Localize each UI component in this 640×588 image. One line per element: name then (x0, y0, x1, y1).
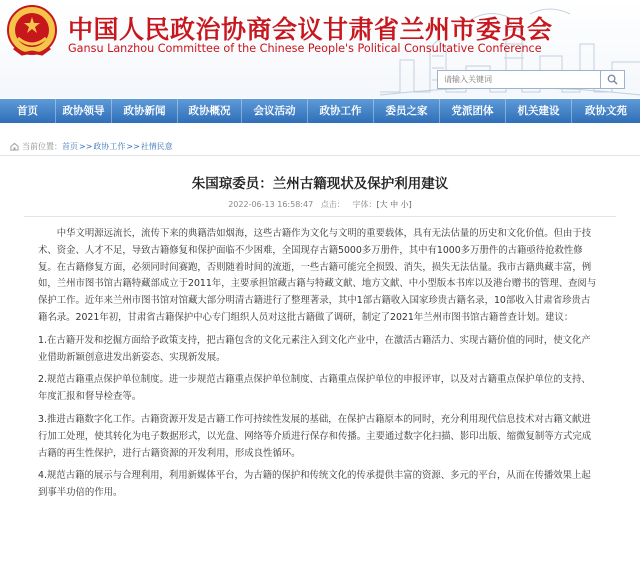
site-header (0, 0, 640, 98)
nav-item-leaders[interactable]: 政协领导 (56, 99, 112, 123)
search-icon (607, 74, 618, 85)
site-title[interactable]: 中国人民政治协商会议甘肃省兰州市委员会 (68, 15, 553, 44)
article-meta (0, 199, 640, 210)
article-clicks-label: 点击： (320, 200, 345, 209)
breadcrumb-separator: >> (79, 142, 93, 151)
search-button[interactable] (601, 70, 625, 89)
nav-item-home[interactable]: 首页 (0, 99, 56, 123)
nav-item-news[interactable]: 政协新闻 (112, 99, 178, 123)
search-input[interactable] (437, 70, 601, 89)
breadcrumb-separator: >> (126, 142, 140, 151)
nav-item-work[interactable]: 政协工作 (308, 99, 374, 123)
nav-item-parties[interactable]: 党派团体 (440, 99, 506, 123)
breadcrumb-label: 当前位置： (22, 142, 62, 151)
nav-item-literature[interactable]: 政协文苑 (585, 105, 627, 117)
article-paragraph: 中华文明源远流长，流传下来的典籍浩如烟海，这些古籍作为文化与文明的重要载体，具有无法估量的历史和文化价值。但由于技术、资金、人才不足，导致古籍修复和保护面临不少困难，全国现存古籍5000多万册件，其中有1000多万册件的古籍亟待抢救性修复。在古籍修复方面，必须同时间赛跑，否则随着时间的流逝，一些古籍可能完全损毁、消失，损失无法估量。我市古籍典藏丰富，例如，兰州市图书馆古籍特藏部成立于2011年，主要承担馆藏古籍与特藏文献、地方文献、中小型版本书库以及港台赠书的管理、查阅与保护工作。近年来兰州市图书馆对馆藏大部分明清古籍进行了整理著录，其中1部古籍收入国家珍贵古籍名录，10部收入甘肃省珍贵古籍名录。2021年初，甘肃省古籍保护中心专门组织人员对这批古籍做了调研，制定了2021年兰州市图书馆古籍普查计划。建议： (38, 228, 597, 323)
nav-item-meetings[interactable]: 会议活动 (242, 99, 308, 123)
article-paragraph: 3.推进古籍数字化工作。古籍资源开发是古籍工作可持续性发展的基础，在保护古籍原本的同时，充分利用现代信息技术对古籍文献进行加工处理，使其转化为电子数据形式，以光盘、网络等介质进行保存和传播。主要通过数字化扫描、影印出版、缩微复制等方式完成古籍的再生性保护，进行古籍资源的开发利用，形成良性循环。 (38, 413, 592, 459)
breadcrumb-public-opinion[interactable]: 社情民意 (140, 142, 173, 151)
article-body (38, 226, 598, 508)
main-nav (0, 99, 640, 123)
nav-item-overview[interactable]: 政协概况 (178, 99, 242, 123)
nav-item-members[interactable]: 委员之家 (374, 99, 440, 123)
cppcc-emblem-icon (4, 4, 60, 58)
font-size-switcher[interactable]: [大 中 小] (376, 200, 412, 209)
breadcrumb-home[interactable]: 首页 (62, 142, 78, 151)
breadcrumb (10, 141, 173, 152)
article-datetime: 2022-06-13 16:58:47 (228, 200, 314, 209)
font-size-label: 字体： (352, 200, 377, 209)
nav-item-organ[interactable]: 机关建设 (506, 99, 572, 123)
search-box (437, 70, 625, 89)
article-title: 朱国琼委员：兰州古籍现状及保护利用建议 (191, 176, 449, 192)
meta-divider (24, 216, 616, 217)
location-icon (10, 142, 19, 151)
article-paragraph: 2.规范古籍重点保护单位制度。进一步规范古籍重点保护单位制度、古籍重点保护单位的申报评审，以及对古籍重点保护单位的支持、年度汇报和督导检查等。 (38, 374, 591, 403)
breadcrumb-work[interactable]: 政协工作 (93, 142, 126, 151)
article-paragraph: 4.规范古籍的展示与合理利用，利用新媒体平台，为古籍的保护和传统文化的传承提供丰富的资源、多元的平台，从而在传播效果上起到事半功倍的作用。 (38, 470, 591, 499)
site-subtitle-en: Gansu Lanzhou Committee of the Chinese People's Political Consultative Conference (68, 42, 542, 55)
breadcrumb-divider (0, 155, 640, 156)
article-paragraph: 1.在古籍开发和挖掘方面给予政策支持，把古籍包含的文化元素注入到文化产业中，在激活古籍活力、实现古籍价值的同时，使文化产业借助新颖创意进发出新姿态、实现新发展。 (38, 334, 591, 363)
